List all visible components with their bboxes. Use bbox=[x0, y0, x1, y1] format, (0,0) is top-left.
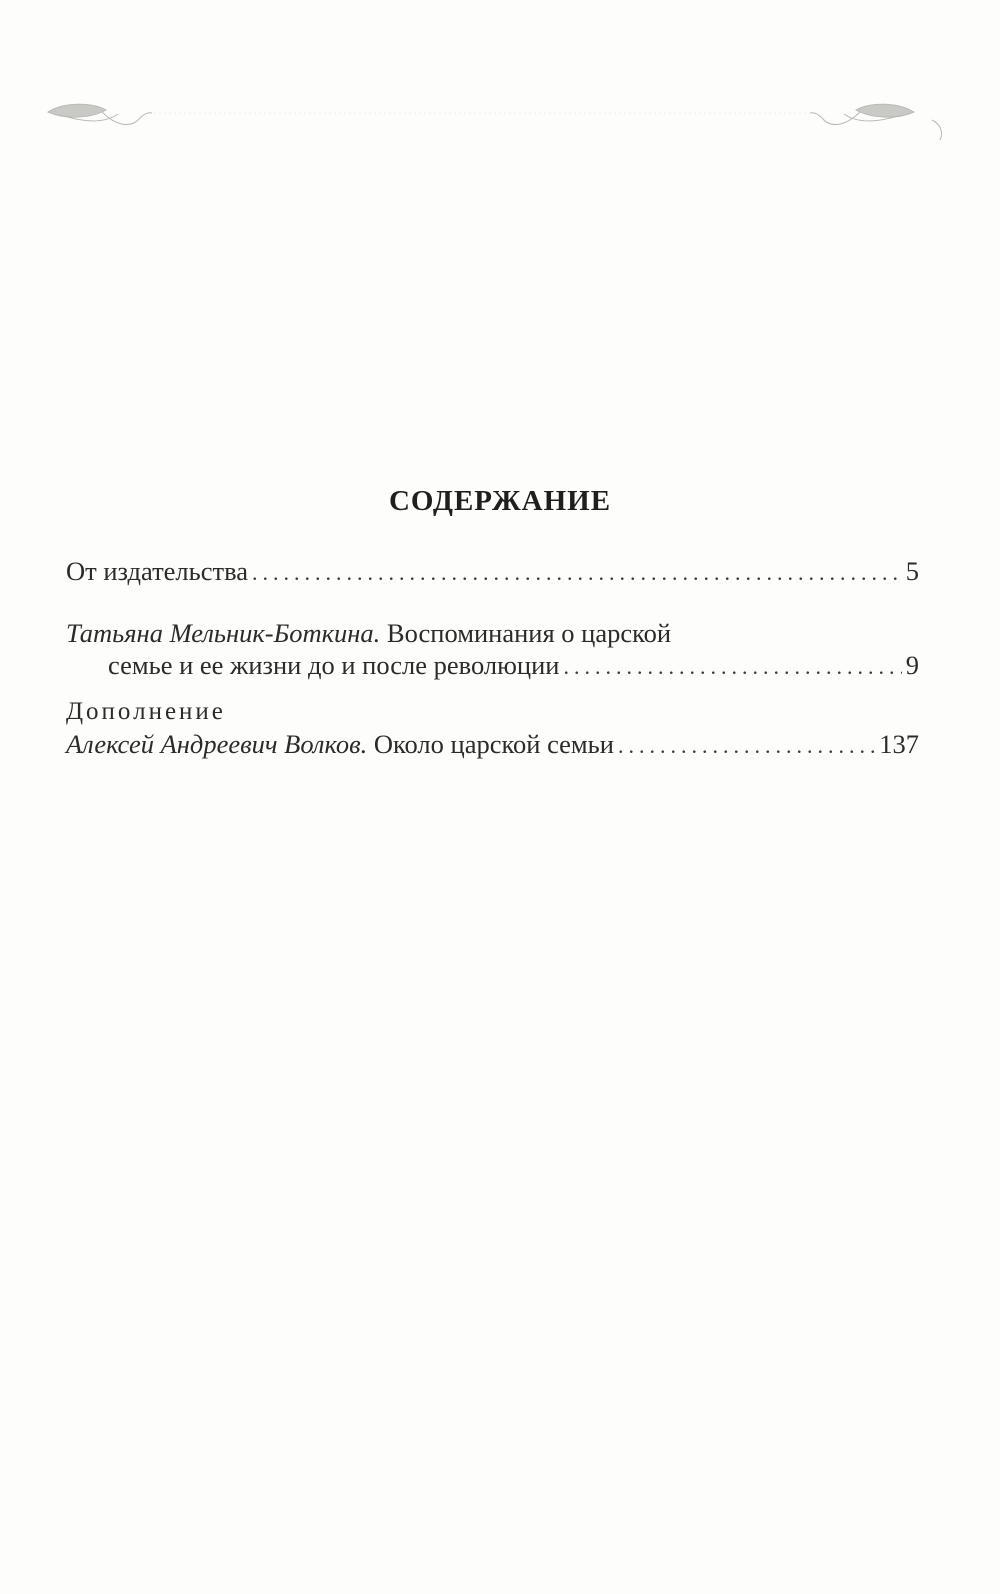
toc-entry-title: Воспоминания о царской bbox=[380, 618, 672, 648]
toc-section-label: Дополнение bbox=[66, 698, 226, 725]
toc-page-number: 5 bbox=[905, 556, 919, 586]
toc-row bbox=[66, 728, 919, 762]
toc-entry[interactable] bbox=[66, 696, 919, 762]
toc-row bbox=[66, 555, 919, 589]
toc-row bbox=[66, 617, 919, 649]
toc-entry-author: Алексей Андреевич Волков. bbox=[66, 729, 368, 759]
dot-leader bbox=[618, 730, 875, 762]
page-title: СОДЕРЖАНИЕ bbox=[388, 485, 612, 517]
header-ornament bbox=[44, 96, 974, 146]
left-leaf-icon bbox=[48, 104, 106, 117]
table-of-contents bbox=[66, 555, 919, 762]
right-leaf-icon bbox=[856, 104, 914, 117]
dot-leader bbox=[252, 557, 902, 589]
toc-entry-title-continued: семье и ее жизни до и после революции bbox=[108, 650, 560, 680]
toc-entry-title: Около царской семьи bbox=[367, 729, 614, 759]
toc-entry-title: От издательства bbox=[66, 556, 248, 586]
dot-leader bbox=[563, 651, 901, 683]
toc-page-number: 137 bbox=[879, 729, 919, 759]
toc-entry[interactable] bbox=[66, 555, 919, 589]
toc-row bbox=[66, 649, 919, 683]
toc-entry[interactable] bbox=[66, 617, 919, 683]
toc-page-number: 9 bbox=[905, 650, 919, 680]
toc-entry-author: Татьяна Мельник-Боткина. bbox=[66, 618, 381, 648]
